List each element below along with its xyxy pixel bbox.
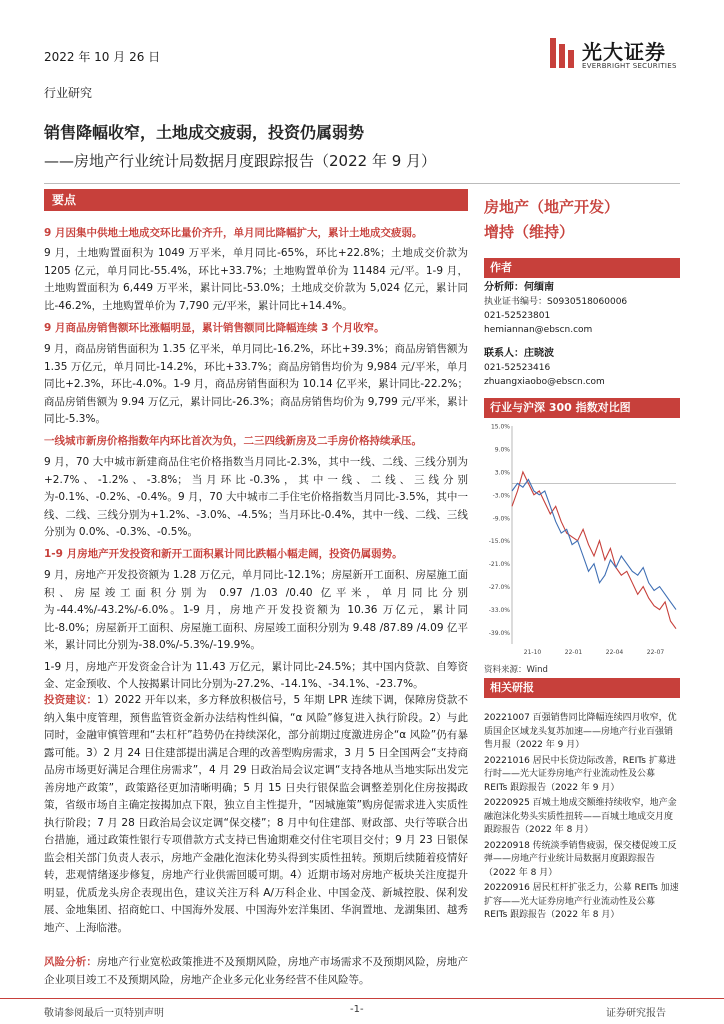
- brand-name-cn: 光大证券: [582, 40, 666, 64]
- chart-heading: 行业与沪深 300 指数对比图: [484, 398, 680, 418]
- y-tick-label: -27.0%: [488, 584, 510, 592]
- section-1-body: 9 月，土地购置面积为 1049 万平米，单月同比-65%，环比+22.8%；土地成交价款为 1205 亿元，单月同比-55.4%，环比+33.7%；土地购置单价为 11484 元/平。1-9 月，土地购置面积为 6,449 万平米，累计同比-53.0%；土地成交价款为 5,024 亿元，累计同比-46.2%，土地购置单价为 7,790 元/平米，累计同比+14.4%。: [44, 247, 468, 312]
- analyst-email[interactable]: hemiannan@ebscn.com: [484, 325, 593, 335]
- page-number: -1-: [350, 1004, 364, 1015]
- related-report-item[interactable]: 20220925 百城土地成交额维持续收窄，地产金融泡沫化势头实质性扭转——百城土地成交月度跟踪报告（2022 年 8 月）: [484, 798, 677, 835]
- x-tick-label: 21-10: [523, 649, 542, 656]
- section-2-body: 9 月，商品房销售面积为 1.35 亿平米，单月同比-16.2%，环比+39.3%；商品房销售额为 1.35 万亿元，单月同比-14.2%，环比+33.7%；商品房销售均价为 9,984 元/平米，单月同比+2.3%，环比-4.0%。1-9 月，商品房销售面积为 10.14 亿平米，累计同比-22.2%；商品房销售额为 9.94 万亿元，累计同比-26.3%；商品房销售均价为 9,799 元/平米，累计同比-5.3%。: [44, 343, 468, 425]
- advice-body: 1）2022 开年以来，多方释放积极信号，5 年期 LPR 连续下调，保障房贷款不纳入集中度管理，预售监管资金新办法结构性纠偏，“α 风险”修复进入执行阶段。2）与此同时，金融审慎管理和“去杠杆”趋势仍在持续深化，部分前期过度激进房企“α 风险”仍有暴露可能。3）2 月 24 日住建部提出满足合理的改善型购房需求，3 月 5 日全国两会“支持商品房市场更好满足合理住房需求”，4 月 29 日政治局会议定调“支持各地从当地实际出发完善房地产政策”，政策路径更加清晰明确；5 月 15 日央行银保监会调整差别化住房按揭政策，省级市场自主确定按揭加点下限，独立自主性提升，“因城施策”购房促需求进入实质性执行阶段；7 月 28 日政治局会议定调“保交楼”；8 月中旬住建部、财政部、央行等联合出台措施，通过政策性银行专项借款方式支持已售逾期难交付住宅项目交付；9 月 23 日银保监会相关部门负责人表示，房地产金融化泡沫化势头得到实质性扭转。预期后续随着疫情好转，悲观情绪逐步修复，房地产行业供需回暖可期。4）近期市场对房地产板块关注度提升明显，优质龙头房企表现出色，建议关注万科 A/万科企业、中国金茂、新城控股、保利发展、金地集团、招商蛇口、中国海外发展、中国海外宏洋集团、华润置地、龙湖集团、越秀地产、上海临港。: [44, 694, 468, 934]
- section-4-body: 9 月，房地产开发投资额为 1.28 万亿元，单月同比-12.1%；房屋新开工面积、房屋施工面积、房屋竣工面积分别为 0.97 /1.03 /0.40 亿平米，单月同比分别为-44.4%/-43.2%/-6.0%。1-9 月，房地产开发投资额为 10.36 万亿元，累计同比-8.0%；房屋新开工面积、房屋施工面积、房屋竣工面积分别为 9.48 /87.89 /4.09 亿平米，累计同比分别为-38.0%/-5.3%/-19.9%。 1-9 月，房地产开发资金合计为 11.43 万亿元，累计同比-24.5%；其中国内贷款、自筹资金、定金预收、个人按揭累计同比分别为-27.2%、-14.1%、-34.1%、-23.7%。: [44, 569, 468, 690]
- risk-body: 房地产行业宽松政策推进不及预期风险，房地产市场需求不及预期风险，房地产企业项目竣工不及预期风险，房地产企业多元化业务经营不佳风险等。: [44, 956, 469, 986]
- contact-phone: 021-52523416: [484, 363, 551, 373]
- risk-label: 风险分析：: [44, 956, 98, 968]
- related-heading: 相关研报: [484, 678, 680, 698]
- risk-analysis: [44, 954, 468, 989]
- related-report-item[interactable]: 20221016 居民中长贷边际改善，REITs 扩募进行时——光大证券房地产行业流动性及公募 REITs 跟踪报告（2022 年 9 月）: [484, 755, 676, 793]
- advice-label: 投资建议：: [44, 694, 98, 706]
- related-report-item[interactable]: 20220916 居民杠杆扩张乏力，公募 REITs 加速扩容——光大证券房地产行业流动性及公募 REITs 跟踪报告（2022 年 8 月）: [484, 883, 679, 920]
- y-tick-label: 9.0%: [494, 446, 510, 454]
- series-line-0: [512, 472, 676, 629]
- x-tick-label: 22-07: [646, 649, 665, 656]
- y-tick-label: -21.0%: [488, 561, 510, 569]
- y-tick-label: 3.0%: [494, 469, 510, 477]
- y-tick-label: -9.0%: [492, 515, 510, 523]
- x-tick-label: 22-04: [605, 649, 624, 656]
- analyst-phone: 021-52523801: [484, 311, 551, 321]
- footer-brand: 证券研究报告: [606, 1008, 666, 1019]
- related-report-item[interactable]: 20220918 传统淡季销售疲弱，保交楼促竣工反弹——房地产行业统计局数据月度跟踪报告（2022 年 8 月）: [484, 840, 677, 878]
- contact-email[interactable]: zhuangxiaobo@ebscn.com: [484, 377, 605, 387]
- index-comparison-chart: [484, 420, 680, 660]
- y-tick-label: -39.0%: [488, 630, 510, 638]
- author-info: [484, 281, 680, 389]
- analyst-name: 分析师：何缅南: [484, 282, 554, 293]
- rating-value: 增持（维持）: [484, 223, 575, 241]
- related-report-item[interactable]: 20221007 百强销售同比降幅连续四月收窄，优质国企区域龙头复苏加速——房地产行业百强销售月报（2022 年 9 月）: [484, 713, 677, 750]
- section-1-headline: 9 月因集中供地土地成交环比量价齐升，单月同比降幅扩大，累计土地成交疲弱。: [44, 227, 423, 239]
- y-tick-label: -33.0%: [488, 607, 510, 615]
- brand-name-en: EVERBRIGHT SECURITIES: [582, 62, 677, 70]
- analyst-cert: 执业证书编号：S0930518060006: [484, 297, 628, 307]
- y-tick-label: -3.0%: [492, 492, 510, 500]
- footer-disclaimer: 敬请参阅最后一页特别声明: [44, 1008, 164, 1019]
- report-date: 2022 年 10 月 26 日: [44, 50, 161, 64]
- section-3-headline: 一线城市新房价格指数年内环比首次为负，二三四线新房及二手房价格持续承压。: [44, 435, 422, 447]
- brand-logo: [548, 34, 688, 74]
- series-line-1: [512, 480, 676, 610]
- section-3-body: 9 月，70 大中城市新建商品住宅价格指数当月同比-2.3%，其中一线、二线、三线分别为+2.7%、-1.2%、-3.8%；当月环比-0.3%，其中一线、二线、三线分别为-0.1%、-0.2%、-0.4%。9 月，70 大中城市二手住宅价格指数当月同比-3.5%，其中一线、二线、三线分别为+1.2%、-3.0%、-4.5%；当月环比-0.4%，其中一线、二线、三线分别为 0.0%、-0.3%、-0.5%。: [44, 456, 468, 538]
- header-divider: [44, 183, 680, 184]
- footer-divider: [0, 998, 724, 999]
- contact-name: 联系人：庄晓波: [484, 348, 554, 359]
- related-reports: [484, 712, 680, 925]
- report-category: 行业研究: [44, 86, 93, 100]
- report-subtitle: ——房地产行业统计局数据月度跟踪报告（2022 年 9 月）: [44, 152, 437, 170]
- summary-heading: 要点: [44, 189, 468, 211]
- rating-sector: 房地产（地产开发）: [484, 198, 620, 216]
- y-tick-label: -15.0%: [488, 538, 510, 546]
- section-4-headline: 1-9 月房地产开发投资和新开工面积累计同比跌幅小幅走阔，投资仍属弱势。: [44, 548, 403, 560]
- brand-logo-icon: [548, 36, 578, 70]
- chart-source: 资料来源：Wind: [484, 665, 548, 675]
- author-heading: 作者: [484, 258, 680, 278]
- report-title: 销售降幅收窄，土地成交疲弱，投资仍属弱势: [44, 123, 365, 142]
- investment-advice: [44, 692, 468, 937]
- x-tick-label: 22-01: [564, 649, 583, 656]
- y-tick-label: 15.0%: [490, 423, 510, 431]
- section-2-headline: 9 月商品房销售额环比涨幅明显，累计销售额同比降幅连续 3 个月收窄。: [44, 322, 385, 334]
